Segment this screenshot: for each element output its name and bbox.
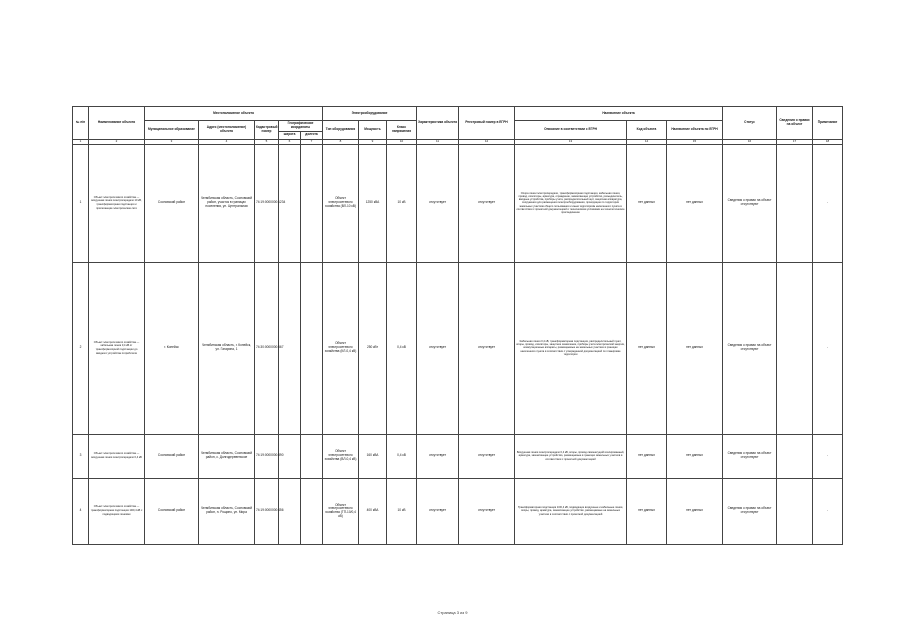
cell-registry: отсутствует: [459, 144, 515, 262]
cell-registry: отсутствует: [459, 434, 515, 478]
table-body: [73, 144, 843, 544]
cell-name: Объект электросетевого хозяйства — трансформаторная подстанция 10/0,4 кВ с подводящими линиями: [89, 478, 145, 544]
page-footer: Страница 3 из 9: [437, 610, 468, 615]
table-row: [73, 478, 843, 544]
header-note: Примечание: [813, 107, 843, 140]
cell-status: Сведения о правах на объект отсутствуют: [723, 262, 777, 434]
column-number: 4: [199, 139, 255, 144]
column-number: 18: [813, 139, 843, 144]
cell-status: Сведения о правах на объект отсутствуют: [723, 144, 777, 262]
cell-lon: [301, 262, 323, 434]
column-number: 14: [627, 139, 667, 144]
cell-note: -: [813, 262, 843, 434]
cell-power: 1250 кВА: [359, 144, 387, 262]
cell-note: -: [813, 144, 843, 262]
cell-characteristics: отсутствует: [417, 144, 459, 262]
cell-address: Челябинская область, Сосновский район, участок в границах поселения, ул. Центральная: [199, 144, 255, 262]
cell-rights: [777, 434, 813, 478]
cell-description: Опора линии электропередачи, трансформаторная подстанция, кабельная линия, провод, изоляторы, арматура, ограждение, заземляющее устройство, разъединитель, вводные устройства, приборы учета, распределительный щит, защитная аппаратура, сооружения для размещения электрооборудования, проходящие по территории земельных участков общего пользования и иным территориям населенного пункта в соответствии с проектной документацией и техническими условиями на технологическое присоединение: [515, 144, 627, 262]
cell-voltage: 0,4 кВ: [387, 262, 417, 434]
column-number: 5: [255, 139, 279, 144]
cell-no: 1: [73, 144, 89, 262]
column-number: 9: [359, 139, 387, 144]
header-characteristics: Характеристика объекта: [417, 107, 459, 140]
cell-cadastral: 74:19:0000000:890: [255, 434, 279, 478]
cell-description: Воздушная линия электропередачи 0,4 кВ, опоры, провод самонесущий изолированный, арматура, заземляющее устройство, размещаемые в границах земельных участков в соответствии с проектной документацией: [515, 434, 627, 478]
cell-purpose-detail: нет данных: [667, 478, 723, 544]
column-number: 11: [417, 139, 459, 144]
cell-description: Кабельная линия 0,4 кВ, трансформаторная подстанция, распределительный пункт, опоры, провод, изоляторы, защитное заземление, приборы учета электрической энергии, коммутационные аппараты, размещаемые на земельных участках в границах населенного пункта в соответствии с утвержденной документацией по планировке территории: [515, 262, 627, 434]
header-status: Статус: [723, 107, 777, 140]
cell-registry: отсутствует: [459, 262, 515, 434]
cell-code: нет данных: [627, 262, 667, 434]
column-number: 2: [89, 139, 145, 144]
column-number: 3: [145, 139, 199, 144]
header-el-type: Тип оборудования: [323, 121, 359, 140]
column-number: 15: [667, 139, 723, 144]
cell-name: Объект электросетевого хозяйства — воздушная линия электропередачи 10 кВ, трансформаторная подстанция и прилегающие электрические сети: [89, 144, 145, 262]
header-coords: Географические координаты: [279, 121, 323, 132]
cell-no: 3: [73, 434, 89, 478]
header-address: Адрес (местоположение) объекта: [199, 121, 255, 140]
column-number: 12: [459, 139, 515, 144]
cell-registry: отсутствует: [459, 478, 515, 544]
header-purpose-detail: Назначение объекта по ЕГРН: [667, 121, 723, 140]
header-lat: широта: [279, 131, 301, 139]
cell-power: 160 кВА: [359, 434, 387, 478]
header-location: Местоположение объекта: [145, 107, 323, 121]
cell-rights: [777, 262, 813, 434]
cell-characteristics: отсутствует: [417, 262, 459, 434]
cell-municipality: Сосновский район: [145, 144, 199, 262]
column-number: 10: [387, 139, 417, 144]
table-row: [73, 144, 843, 262]
cell-cadastral: 74:30:0000000:567: [255, 262, 279, 434]
cell-municipality: г. Копейск: [145, 262, 199, 434]
cell-cadastral: 74:19:0000000:456: [255, 478, 279, 544]
cell-cadastral: 74:19:0000000:1234: [255, 144, 279, 262]
cell-el-type: Объект электросетевого хозяйства (ВЛ-0,4 кВ): [323, 434, 359, 478]
cell-lon: [301, 478, 323, 544]
cell-el-type: Объект электросетевого хозяйства (ВЛ-10 кВ): [323, 144, 359, 262]
header-lon: долгота: [301, 131, 323, 139]
header-name: Наименование объекта: [89, 107, 145, 140]
header-rights: Сведения о правах на объект: [777, 107, 813, 140]
cell-note: -: [813, 434, 843, 478]
cell-name: Объект электросетевого хозяйства — воздушная линия электропередачи 0,4 кВ: [89, 434, 145, 478]
column-number: 8: [323, 139, 359, 144]
cell-code: нет данных: [627, 478, 667, 544]
cell-power: 250 кВт: [359, 262, 387, 434]
cell-status: Сведения о правах на объект отсутствуют: [723, 478, 777, 544]
cell-purpose-detail: нет данных: [667, 262, 723, 434]
header-no: № п/п: [73, 107, 89, 140]
cell-el-type: Объект электросетевого хозяйства (ТП-10/0,4 кВ): [323, 478, 359, 544]
header-registry: Реестровый номер в ЕГРН: [459, 107, 515, 140]
cell-purpose-detail: нет данных: [667, 144, 723, 262]
cell-name: Объект электросетевого хозяйства — кабельная линия 0,4 кВ от трансформаторной подстанции до вводного устройства потребителя: [89, 262, 145, 434]
header-description: Описание в соответствии с ЕГРН: [515, 121, 627, 140]
cell-note: -: [813, 478, 843, 544]
cell-lon: [301, 434, 323, 478]
table-row: [73, 434, 843, 478]
column-number: 13: [515, 139, 627, 144]
cell-rights: [777, 478, 813, 544]
cell-power: 400 кВА: [359, 478, 387, 544]
cell-voltage: 10 кВ: [387, 144, 417, 262]
cell-code: нет данных: [627, 434, 667, 478]
cell-description: Трансформаторная подстанция 10/0,4 кВ, подводящие воздушные и кабельные линии, опоры, провод, арматура, заземляющее устройство, размещаемые на земельных участках в соответствии с проектной документацией: [515, 478, 627, 544]
table-row: [73, 262, 843, 434]
cell-status: Сведения о правах на объект отсутствуют: [723, 434, 777, 478]
header-purpose: Назначение объекта: [515, 107, 723, 121]
header-electric: Электрооборудование: [323, 107, 417, 121]
cell-voltage: 10 кВ: [387, 478, 417, 544]
cell-address: Челябинская область, Сосновский район, с. Долгодеревенское: [199, 434, 255, 478]
cell-municipality: Сосновский район: [145, 478, 199, 544]
cell-municipality: Сосновский район: [145, 434, 199, 478]
header-power: Мощность: [359, 121, 387, 140]
column-number: 16: [723, 139, 777, 144]
cell-voltage: 0,4 кВ: [387, 434, 417, 478]
cell-lon: [301, 144, 323, 262]
column-number: 1: [73, 139, 89, 144]
cell-code: нет данных: [627, 144, 667, 262]
document-sheet: [72, 106, 842, 545]
cell-purpose-detail: нет данных: [667, 434, 723, 478]
cell-address: Челябинская область, г. Копейск, ул. Гагарина, 1: [199, 262, 255, 434]
objects-table: [72, 106, 843, 545]
header-code: Код объекта: [627, 121, 667, 140]
cell-no: 2: [73, 262, 89, 434]
cell-el-type: Объект электросетевого хозяйства (КЛ-0,4 кВ): [323, 262, 359, 434]
header-voltage: Класс напряжения: [387, 121, 417, 140]
column-number: 7: [301, 139, 323, 144]
cell-characteristics: отсутствует: [417, 478, 459, 544]
cell-rights: [777, 144, 813, 262]
cell-characteristics: отсутствует: [417, 434, 459, 478]
column-number: 17: [777, 139, 813, 144]
header-municipality: Муниципальное образование: [145, 121, 199, 140]
header-cadastral: Кадастровый номер: [255, 121, 279, 140]
cell-no: 4: [73, 478, 89, 544]
cell-address: Челябинская область, Сосновский район, п. Рощино, ул. Мира: [199, 478, 255, 544]
column-number: 6: [279, 139, 301, 144]
